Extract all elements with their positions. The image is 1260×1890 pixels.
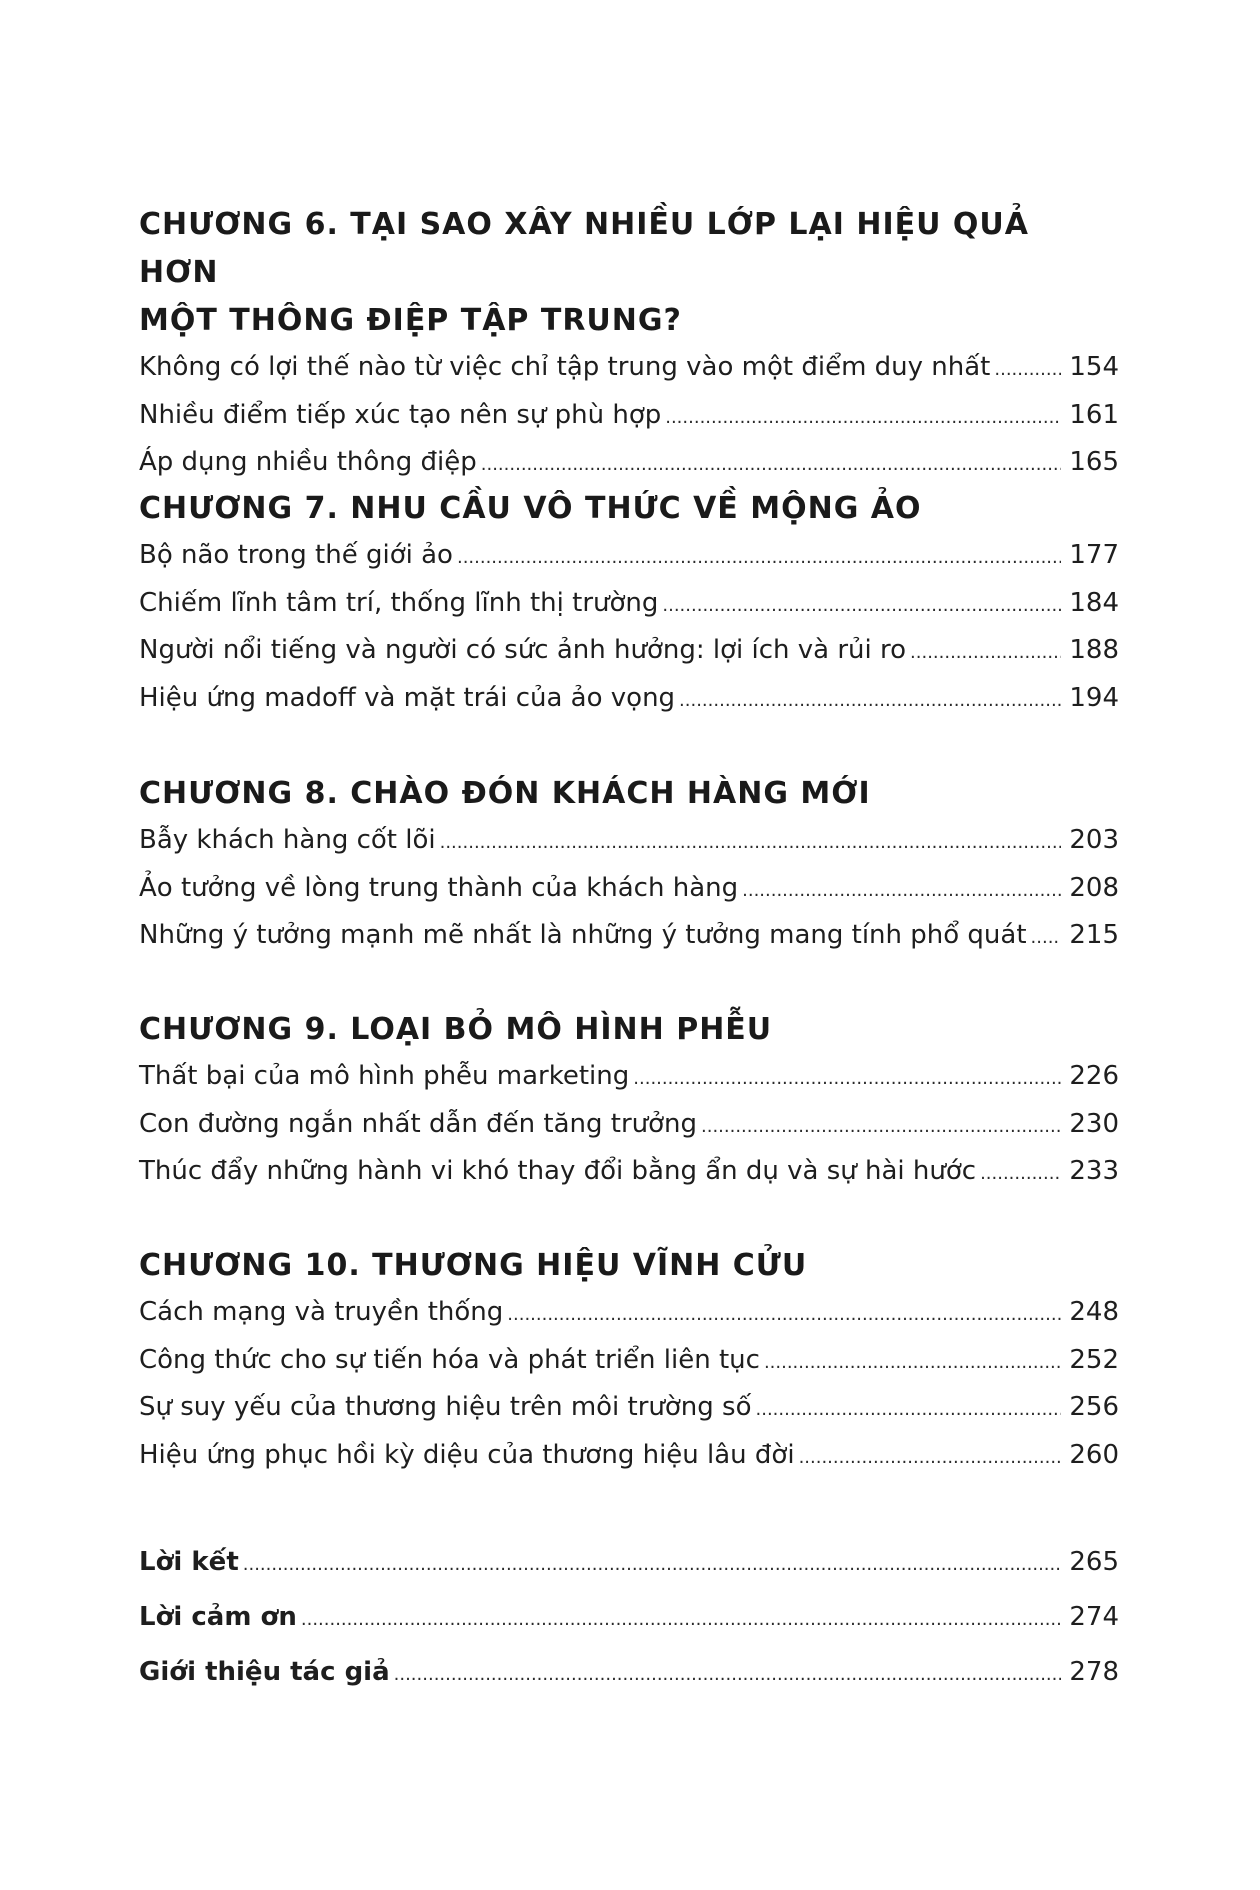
dot-leader <box>662 582 1061 630</box>
page-number: 274 <box>1069 1602 1119 1632</box>
toc-entry[interactable] <box>139 1590 1119 1645</box>
page-number: 252 <box>1069 1344 1119 1375</box>
entry-title: Sự suy yếu của thương hiệu trên môi trường số <box>139 1392 752 1422</box>
page-number: 265 <box>1069 1547 1119 1577</box>
dot-leader <box>1031 914 1061 962</box>
page-number: 203 <box>1069 825 1119 855</box>
entry-title: Cách mạng và truyền thống <box>139 1297 504 1327</box>
dot-leader <box>742 867 1061 915</box>
toc-entry[interactable] <box>139 1053 1119 1101</box>
page-number: 248 <box>1069 1297 1119 1327</box>
dot-leader <box>764 1339 1061 1387</box>
toc-entry[interactable] <box>139 1148 1119 1196</box>
entry-title: Bộ não trong thế giới ảo <box>139 540 453 570</box>
table-of-contents <box>139 0 1119 1890</box>
chapter-title: CHƯƠNG 10. THƯƠNG HIỆU VĨNH CỬU <box>139 1248 808 1283</box>
dot-leader <box>665 394 1061 442</box>
entry-title: Những ý tưởng mạnh mẽ nhất là những ý tưởng mang tính phổ quát <box>139 920 1027 950</box>
entry-title: Con đường ngắn nhất dẫn đến tăng trưởng <box>139 1108 697 1139</box>
dot-leader <box>633 1055 1061 1103</box>
dot-leader <box>394 1647 1061 1702</box>
toc-entry[interactable] <box>139 392 1119 440</box>
entry-title: Ảo tưởng về lòng trung thành của khách hàng <box>139 872 739 903</box>
page-number: 177 <box>1069 540 1119 570</box>
dot-leader <box>507 1291 1061 1339</box>
entry-title: Thúc đẩy những hành vi khó thay đổi bằng ẩn dụ và sự hài hước <box>139 1156 977 1186</box>
toc-entry[interactable] <box>139 1101 1119 1149</box>
toc-entry[interactable] <box>139 817 1119 865</box>
toc-entry[interactable] <box>139 1337 1119 1385</box>
page-number: 278 <box>1069 1657 1119 1687</box>
page-number: 215 <box>1069 920 1119 950</box>
page-number: 188 <box>1069 635 1119 665</box>
entry-title: Bẫy khách hàng cốt lõi <box>139 825 436 855</box>
dot-leader <box>301 1592 1061 1647</box>
chapter-title <box>139 201 1119 345</box>
toc-entry[interactable] <box>139 675 1119 723</box>
dot-leader <box>799 1434 1061 1482</box>
entry-title: Người nổi tiếng và người có sức ảnh hưởng: lợi ích và rủi ro <box>139 635 907 665</box>
page-number: 161 <box>1069 399 1119 430</box>
entry-title: Hiệu ứng madoff và mặt trái của ảo vọng <box>139 682 676 713</box>
chapter-title: CHƯƠNG 7. NHU CẦU VÔ THỨC VỀ MỘNG ẢO <box>139 491 922 526</box>
page-number: 208 <box>1069 872 1119 903</box>
toc-entry[interactable] <box>139 627 1119 675</box>
chapter-title: CHƯƠNG 9. LOẠI BỎ MÔ HÌNH PHỄU <box>139 1012 773 1047</box>
chapter-7 <box>139 485 1119 722</box>
entry-title: Lời cảm ơn <box>139 1602 297 1632</box>
toc-entry[interactable] <box>139 1432 1119 1480</box>
chapter-6 <box>139 201 1119 487</box>
dot-leader <box>457 534 1061 582</box>
dot-leader <box>756 1386 1061 1434</box>
dot-leader <box>994 346 1061 394</box>
dot-leader <box>440 819 1061 867</box>
page-number: 184 <box>1069 587 1119 618</box>
entry-title: Công thức cho sự tiến hóa và phát triển liên tục <box>139 1344 760 1375</box>
page-number: 260 <box>1069 1439 1119 1470</box>
backmatter <box>139 1535 1119 1700</box>
toc-entry[interactable] <box>139 1535 1119 1590</box>
entry-title: Giới thiệu tác giả <box>139 1657 390 1687</box>
entry-title: Không có lợi thế nào từ việc chỉ tập trung vào một điểm duy nhất <box>139 352 991 382</box>
toc-entry[interactable] <box>139 1645 1119 1700</box>
page-number: 256 <box>1069 1392 1119 1422</box>
entry-title: Áp dụng nhiều thông điệp <box>139 447 477 477</box>
page-number: 154 <box>1069 352 1119 382</box>
dot-leader <box>243 1537 1061 1592</box>
page-number: 230 <box>1069 1108 1119 1139</box>
toc-entry[interactable] <box>139 912 1119 960</box>
page-number: 226 <box>1069 1061 1119 1091</box>
toc-entry[interactable] <box>139 439 1119 487</box>
chapter-title-line: MỘT THÔNG ĐIỆP TẬP TRUNG? <box>139 303 682 338</box>
entry-title: Thất bại của mô hình phễu marketing <box>139 1061 630 1091</box>
toc-entry[interactable] <box>139 344 1119 392</box>
dot-leader <box>701 1103 1061 1151</box>
chapter-10 <box>139 1242 1119 1479</box>
dot-leader <box>910 629 1061 677</box>
dot-leader <box>679 677 1061 725</box>
entry-title: Lời kết <box>139 1547 239 1577</box>
chapter-8 <box>139 770 1119 960</box>
entry-title: Hiệu ứng phục hồi kỳ diệu của thương hiệu lâu đời <box>139 1439 795 1470</box>
chapter-title-line: CHƯƠNG 6. TẠI SAO XÂY NHIỀU LỚP LẠI HIỆU QUẢ HƠN <box>139 207 1030 290</box>
page-number: 233 <box>1069 1156 1119 1186</box>
page-number: 165 <box>1069 447 1119 477</box>
toc-entry[interactable] <box>139 1384 1119 1432</box>
dot-leader <box>980 1150 1061 1198</box>
entry-title: Nhiều điểm tiếp xúc tạo nên sự phù hợp <box>139 399 662 430</box>
chapter-9 <box>139 1006 1119 1196</box>
chapter-title: CHƯƠNG 8. CHÀO ĐÓN KHÁCH HÀNG MỚI <box>139 776 871 811</box>
toc-entry[interactable] <box>139 532 1119 580</box>
entry-title: Chiếm lĩnh tâm trí, thống lĩnh thị trường <box>139 587 659 618</box>
dot-leader <box>481 441 1061 489</box>
page-number: 194 <box>1069 682 1119 713</box>
toc-entry[interactable] <box>139 580 1119 628</box>
toc-entry[interactable] <box>139 865 1119 913</box>
toc-entry[interactable] <box>139 1289 1119 1337</box>
